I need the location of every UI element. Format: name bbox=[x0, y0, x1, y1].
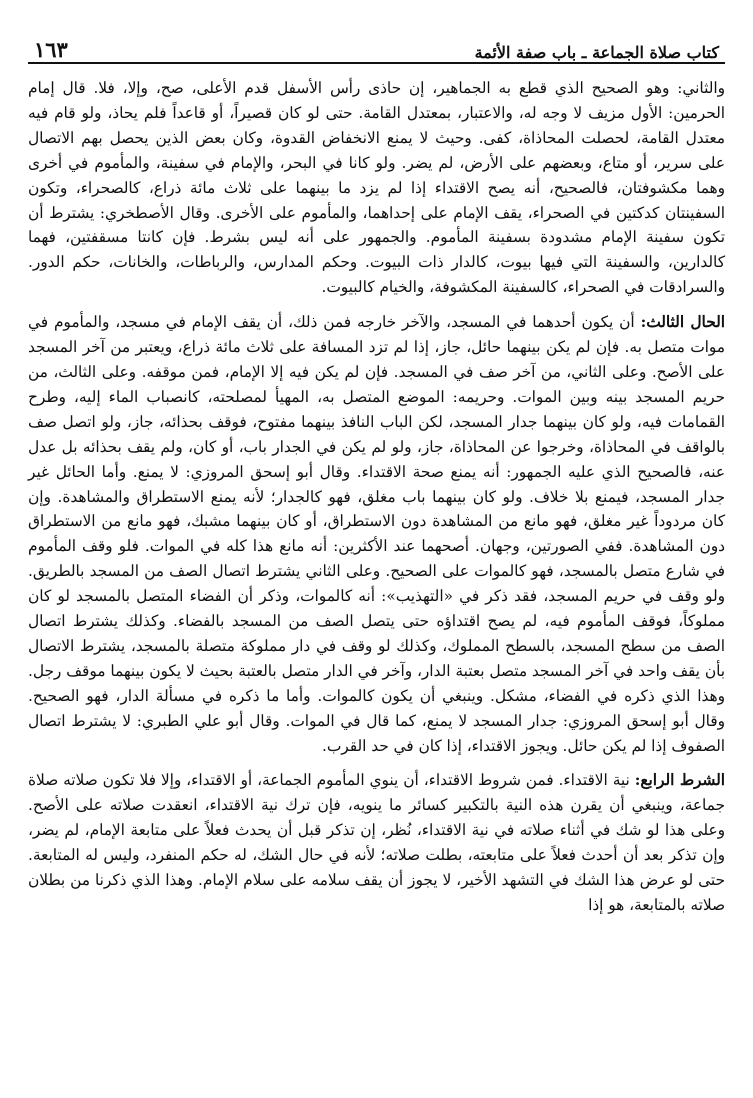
page-number: ١٦٣ bbox=[34, 37, 68, 62]
page-body bbox=[28, 76, 725, 918]
running-title: كتاب صلاة الجماعة ـ باب صفة الأئمة bbox=[474, 43, 719, 62]
paragraph-text: نية الاقتداء. فمن شروط الاقتداء، أن ينوي المأموم الجماعة، أو الاقتداء، وإلا فلا تكون صلاته صلاة جماعة، وينبغي أن يقرن هذه النية بالتكبير كسائر ما ينويه، فإن ترك نية الاقتداء، انعقدت صلاته على الأصح. وعلى هذا لو شك في أثناء صلاته في نية الاقتداء، نُظر، إن تذكر قبل أن يحدث فعلاً على متابعة الإمام، لم يضر، وإن تذكر بعد أن أحدث فعلاً على متابعته، بطلت صلاته؛ لأنه في حال الشك، له حكم المنفرد، وليس له المتابعة. حتى لو عرض هذا الشك في التشهد الأخير، لا يجوز أن يقف سلامه على سلام الإمام. وهذا الذي ذكرنا من بطلان صلاته بالمتابعة، هو إذا bbox=[28, 771, 725, 914]
paragraph-third-case bbox=[28, 310, 725, 758]
paragraph-text: أن يكون أحدهما في المسجد، والآخر خارجه فمن ذلك، أن يقف الإمام في مسجد، والمأموم في موات متصل به. فإن لم يكن بينهما حائل، جاز، إذا لم تزد المسافة على ثلاث مائة ذراع، ويعتبر من آخر المسجد على الأصح. وعلى الثاني، من آخر صف في المسجد. فإن لم يكن فيه إلا الإمام، فمن موقفه. وعلى الثالث، من حريم المسجد بينه وبين الموات. وحريمه: الموضع المتصل به، المهيأ لمصلحته، كانصباب الماء إليه، وطرح القمامات فيه، ولو كان بينهما جدار المسجد، لكن الباب النافذ بينهما مفتوح، فوقف بحذائه، جاز، ولو اتصل صف بالواقف في المحاذاة، وخرجوا عن المحاذاة، جاز، ولو لم يكن في الجدار باب، أو كان، ولم يقف بحذائه بل عدل عنه، فالصحيح الذي عليه الجمهور: أنه يمنع صحة الاقتداء. وقال أبو إسحق المروزي: لا يمنع. وأما الحائل غير جدار المسجد، فيمنع بلا خلاف. ولو كان بينهما باب مغلق، فهو كالجدار؛ لأنه يمنع الاستطراق والمشاهدة. وإن كان مردوداً غير مغلق، فهو مانع من المشاهدة دون الاستطراق، أو كان بينهما مشبك، فهو مانع من الاستطراق دون المشاهدة. ففي الصورتين، وجهان. أصحهما عند الأكثرين: أنه مانع هذا كله في الموات. فلو وقف المأموم في شارع متصل بالمسجد، فهو كالموات على الصحيح. وعلى الثاني يشترط اتصال الصف من المسجد بالطريق. ولو وقف في حريم المسجد، فقد ذكر في «التهذيب»: أنه كالموات، وذكر أن الفضاء المتصل بالمسجد لو كان مملوكاً، فوقف المأموم فيه، لم يصح اقتداؤه حتى يتصل الصف من المسجد بالفضاء. وكذلك يشترط اتصال الصف من سطح المسجد، بالسطح المملوك، وكذلك لو وقف في دار مملوكة متصلة بالمسجد، يشترط الاتصال بأن يقف واحد في آخر المسجد متصل بعتبة الدار، وآخر في الدار متصل بالعتبة بحيث لا يكون بينهما موقف رجل. وهذا الذي ذكره في الفضاء، مشكل. وينبغي أن يكون كالموات. وأما ما ذكره في مسألة الدار، فهو الصحيح. وقال أبو إسحق المروزي: جدار المسجد لا يمنع، كما قال في الموات. وقال أبو علي الطبري: لا يشترط اتصال الصفوف إذا لم يكن حائل. ويجوز الاقتداء، إذا كان في حد القرب. bbox=[28, 313, 725, 755]
section-heading: الحال الثالث: bbox=[640, 313, 725, 332]
page-header bbox=[28, 30, 725, 64]
paragraph-fourth-condition bbox=[28, 768, 725, 917]
paragraph-text: والثاني: وهو الصحيح الذي قطع به الجماهير، إن حاذى رأس الأسفل قدم الأعلى، صح، وإلا، فلا. قال إمام الحرمين: الأول مزيف لا وجه له، والاعتبار، بمعتدل القامة. حتى لو كان قصيراً، أو قاعداً فلم يحاذ، ولو قام فيه معتدل القامة، لحصلت المحاذاة، كفى. وحيث لا يمنع الانخفاض القدوة، وكان بعض الذين يحصل بهم الاتصال على سرير، أو متاع، وبعضهم على الأرض، لم يضر. ولو كانا في البحر، والإمام في سفينة، والمأموم في أخرى وهما مكشوفتان، فالصحيح، أنه يصح الاقتداء إذا لم يزد ما بينهما على ثلاث مائة ذراع، كالصحراء، وتكون السفينتان كدكتين في الصحراء، يقف الإمام على إحداهما، والمأموم على الأخرى. وقال الأصطخري: يشترط أن تكون سفينة الإمام مشدودة بسفينة المأموم. والجمهور على أنه ليس بشرط. فإن كانتا مسقفتين، فهما كالدارين، والسفينة التي فيها بيوت، كالدار ذات البيوت. وحكم المدارس، والرباطات، والخانات، حكم الدور. والسرادقات في الصحراء، كالسفينة المكشوفة، والخيام كالبيوت. bbox=[28, 79, 725, 297]
section-heading: الشرط الرابع: bbox=[634, 771, 725, 790]
paragraph-first bbox=[28, 76, 725, 300]
